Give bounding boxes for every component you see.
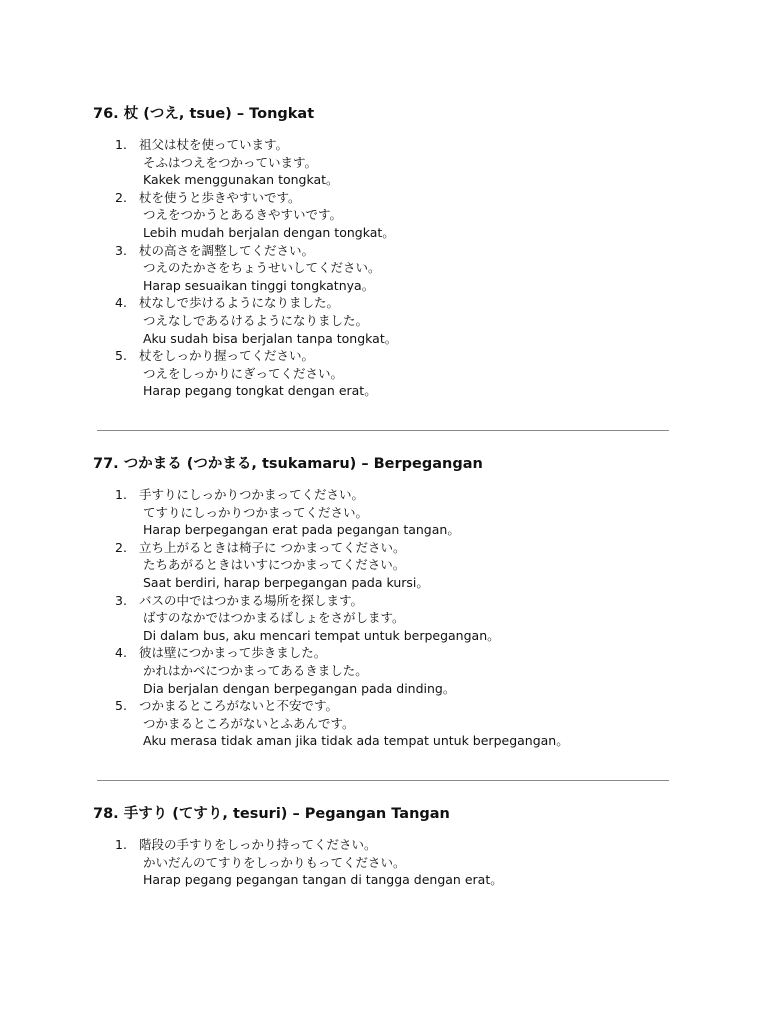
example-item	[115, 486, 675, 539]
item-number: 1.	[115, 137, 127, 152]
item-number: 4.	[115, 645, 127, 661]
japanese-sentence: バスの中ではつかまる場所を探します。	[139, 592, 364, 608]
indonesian-translation: Dia berjalan dengan berpegangan pada dinding。	[143, 680, 456, 696]
item-number: 5.	[115, 698, 127, 714]
indonesian-translation: Harap pegang pegangan tangan di tangga dengan erat。	[143, 872, 503, 888]
section-heading: 78. 手すり (てすり, tesuri) – Pegangan Tangan	[93, 806, 450, 822]
section-78	[93, 804, 683, 888]
indonesian-translation: Aku sudah bisa berjalan tanpa tongkat。	[143, 330, 398, 346]
example-item	[115, 136, 675, 189]
example-item	[115, 242, 675, 295]
japanese-sentence: 彼は壁につかまって歩きました。	[139, 645, 327, 661]
japanese-sentence: 杖を使うと歩きやすいです。	[139, 189, 301, 205]
section-divider	[97, 780, 669, 781]
section-heading: 76. 杖 (つえ, tsue) – Tongkat	[93, 106, 315, 122]
item-number: 1.	[115, 837, 127, 852]
example-item	[115, 347, 675, 400]
japanese-sentence: つかまるところがないと不安です。	[139, 698, 339, 714]
kana-reading: そふはつえをつかっています。	[143, 154, 318, 170]
indonesian-translation: Aku merasa tidak aman jika tidak ada tempat untuk berpegangan。	[143, 733, 569, 749]
example-item	[115, 644, 675, 697]
indonesian-translation: Di dalam bus, aku mencari tempat untuk berpegangan。	[143, 627, 500, 643]
kana-reading: ばすのなかではつかまるばしょをさがします。	[143, 610, 405, 626]
example-list	[115, 136, 675, 400]
japanese-sentence: 杖なしで歩けるようになりました。	[139, 295, 340, 311]
indonesian-translation: Saat berdiri, harap berpegangan pada kursi。	[143, 574, 429, 590]
japanese-sentence: 立ち上がるときは椅子に つかまってください。	[139, 539, 406, 555]
section-77	[93, 454, 683, 749]
example-item	[115, 836, 675, 889]
item-number: 2.	[115, 539, 127, 555]
kana-reading: かいだんのてすりをしっかりもってください。	[143, 854, 406, 870]
kana-reading: てすりにしっかりつかまってください。	[143, 504, 369, 520]
indonesian-translation: Lebih mudah berjalan dengan tongkat。	[143, 224, 395, 240]
item-number: 3.	[115, 592, 127, 608]
kana-reading: つかまるところがないとふあんです。	[143, 715, 355, 731]
example-list	[115, 836, 675, 889]
indonesian-translation: Harap berpegangan erat pada pegangan tangan。	[143, 522, 460, 538]
item-number: 3.	[115, 242, 127, 258]
section-76	[93, 104, 683, 399]
indonesian-translation: Harap pegang tongkat dengan erat。	[143, 383, 377, 399]
japanese-sentence: 階段の手すりをしっかり持ってください。	[139, 837, 377, 852]
section-divider	[97, 430, 669, 431]
example-item	[115, 189, 675, 242]
item-number: 1.	[115, 487, 127, 502]
japanese-sentence: 手すりにしっかりつかまってください。	[139, 487, 365, 502]
example-item	[115, 539, 675, 592]
example-item	[115, 697, 675, 750]
kana-reading: つえをつかうとあるきやすいです。	[143, 207, 343, 223]
kana-reading: かれはかべにつかまってあるきました。	[143, 662, 368, 678]
kana-reading: たちあがるときはいすにつかまってください。	[143, 557, 406, 573]
kana-reading: つえをしっかりにぎってください。	[143, 365, 344, 381]
kana-reading: つえなしであるけるようになりました。	[143, 312, 369, 328]
example-item	[115, 294, 675, 347]
japanese-sentence: 杖の高さを調整してください。	[139, 242, 315, 258]
example-list	[115, 486, 675, 750]
item-number: 5.	[115, 348, 127, 364]
indonesian-translation: Kakek menggunakan tongkat。	[143, 172, 339, 188]
indonesian-translation: Harap sesuaikan tinggi tongkatnya。	[143, 277, 375, 293]
japanese-sentence: 杖をしっかり握ってください。	[139, 348, 315, 364]
section-heading: 77. つかまる (つかまる, tsukamaru) – Berpegangan	[93, 456, 483, 472]
item-number: 4.	[115, 295, 127, 311]
example-item	[115, 592, 675, 645]
kana-reading: つえのたかさをちょうせいしてください。	[143, 260, 381, 276]
japanese-sentence: 祖父は杖を使っています。	[139, 137, 289, 152]
item-number: 2.	[115, 189, 127, 205]
